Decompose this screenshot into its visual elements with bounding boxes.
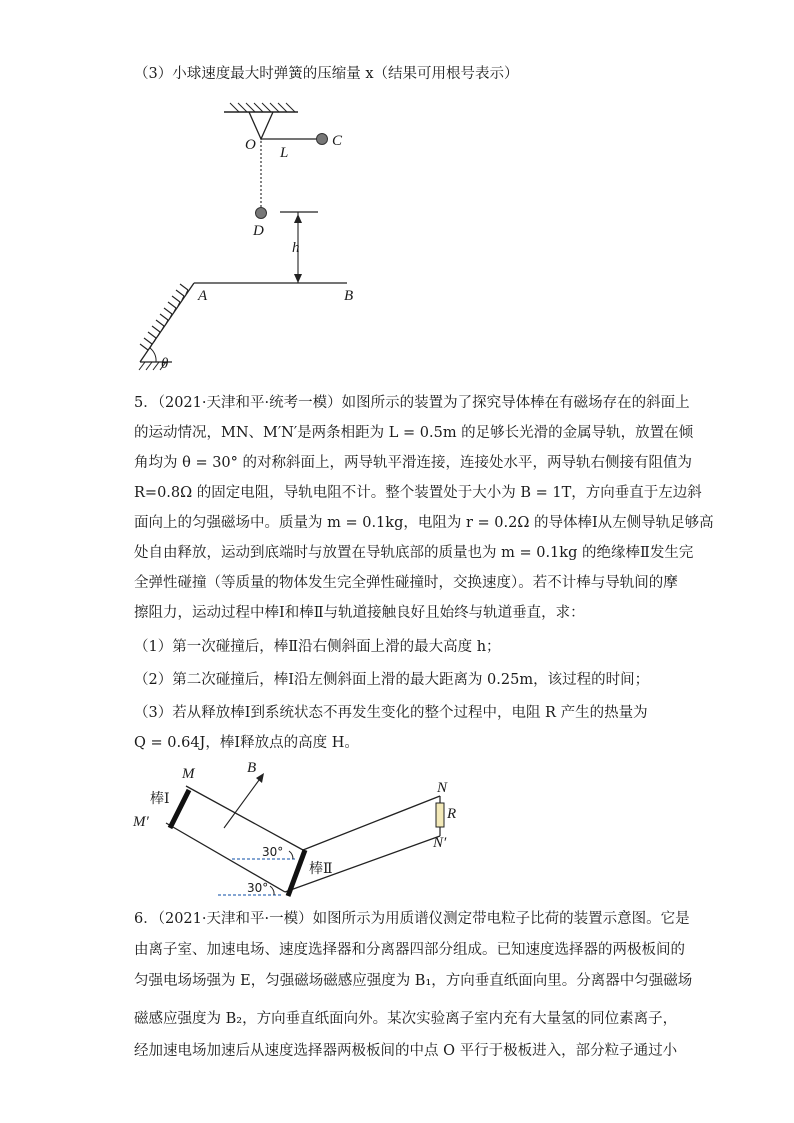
q5-part: （1）第一次碰撞后，棒Ⅱ沿右侧斜面上滑的最大高度 h；	[134, 639, 501, 655]
label-h: h	[292, 240, 300, 256]
q5-part: （2）第二次碰撞后，棒Ⅰ沿左侧斜面上滑的最大距离为 0.25m，该过程的时间；	[134, 672, 650, 688]
q6-line: 由离子室、加速电场、速度选择器和分离器四部分组成。已知速度选择器的两极板间的	[134, 942, 685, 958]
label-b: B	[344, 288, 354, 304]
q6-line: 经加速电场加速后从速度选择器两极板间的中点 O 平行于极板进入，部分粒子通过小	[134, 1043, 678, 1059]
rod-1	[170, 790, 189, 828]
label-theta: θ	[161, 356, 169, 372]
q5-line: 的运动情况，MN、M′N′是两条相距为 L = 0.5m 的足够长光滑的金属导轨，放置在倾	[134, 425, 694, 441]
label-angle-upper: 30°	[262, 845, 284, 859]
q6-line: 匀强电场场强为 E，匀强磁场磁感应强度为 B₁，方向垂直纸面向里。分离器中匀强磁场	[134, 973, 693, 989]
label-n-prime: N′	[433, 835, 447, 851]
q5-line: 擦阻力，运动过程中棒Ⅰ和棒Ⅱ与轨道接触良好且始终与轨道垂直，求：	[134, 605, 585, 621]
q5-line: 面向上的匀强磁场中。质量为 m = 0.1kg，电阻为 r = 0.2Ω 的导体棒Ⅰ从左侧导轨足够高	[134, 515, 714, 531]
q5-line: R=0.8Ω 的固定电阻，导轨电阻不计。整个装置处于大小为 B = 1T，方向垂直于左边斜	[134, 485, 702, 501]
label-b-field: B	[247, 760, 257, 776]
label-r: R	[447, 806, 457, 822]
label-a: A	[198, 288, 208, 304]
label-rod-2: 棒Ⅱ	[309, 861, 333, 877]
q5-line: 处自由释放，运动到底端时与放置在导轨底部的质量也为 m = 0.1kg 的绝缘棒Ⅱ发生完	[134, 545, 694, 561]
label-l: L	[280, 145, 289, 161]
rod-2	[288, 850, 305, 896]
resistor-r	[436, 803, 444, 827]
label-o: O	[245, 137, 256, 153]
label-rod-1: 棒Ⅰ	[150, 791, 170, 807]
label-m-prime: M′	[133, 814, 149, 830]
q5-line: 角均为 θ = 30° 的对称斜面上，两导轨平滑连接，连接处水平，两导轨右侧接有阻值为	[134, 455, 693, 471]
q6-line: 磁感应强度为 B₂，方向垂直纸面向外。某次实验离子室内充有大量氢的同位素离子，	[134, 1011, 678, 1027]
q4-part3-text: （3）小球速度最大时弹簧的压缩量 x（结果可用根号表示）	[134, 66, 519, 82]
label-angle-lower: 30°	[247, 881, 269, 895]
q6-line: 6．（2021·天津和平·一模）如图所示为用质谱仪测定带电粒子比荷的装置示意图。它是	[134, 911, 690, 927]
label-c: C	[332, 133, 343, 149]
q5-line: 5．（2021·天津和平·统考一模）如图所示的装置为了探究导体棒在有磁场存在的斜面上	[134, 395, 690, 411]
label-d: D	[253, 223, 264, 239]
label-n: N	[437, 780, 448, 796]
q5-part: Q = 0.64J，棒Ⅰ释放点的高度 H。	[134, 735, 359, 751]
q5-line: 全弹性碰撞（等质量的物体发生完全弹性碰撞时，交换速度）。若不计棒与导轨间的摩	[134, 575, 678, 591]
q5-part: （3）若从释放棒Ⅰ到系统状态不再发生变化的整个过程中，电阻 R 产生的热量为	[134, 705, 648, 721]
label-m: M	[182, 766, 195, 782]
